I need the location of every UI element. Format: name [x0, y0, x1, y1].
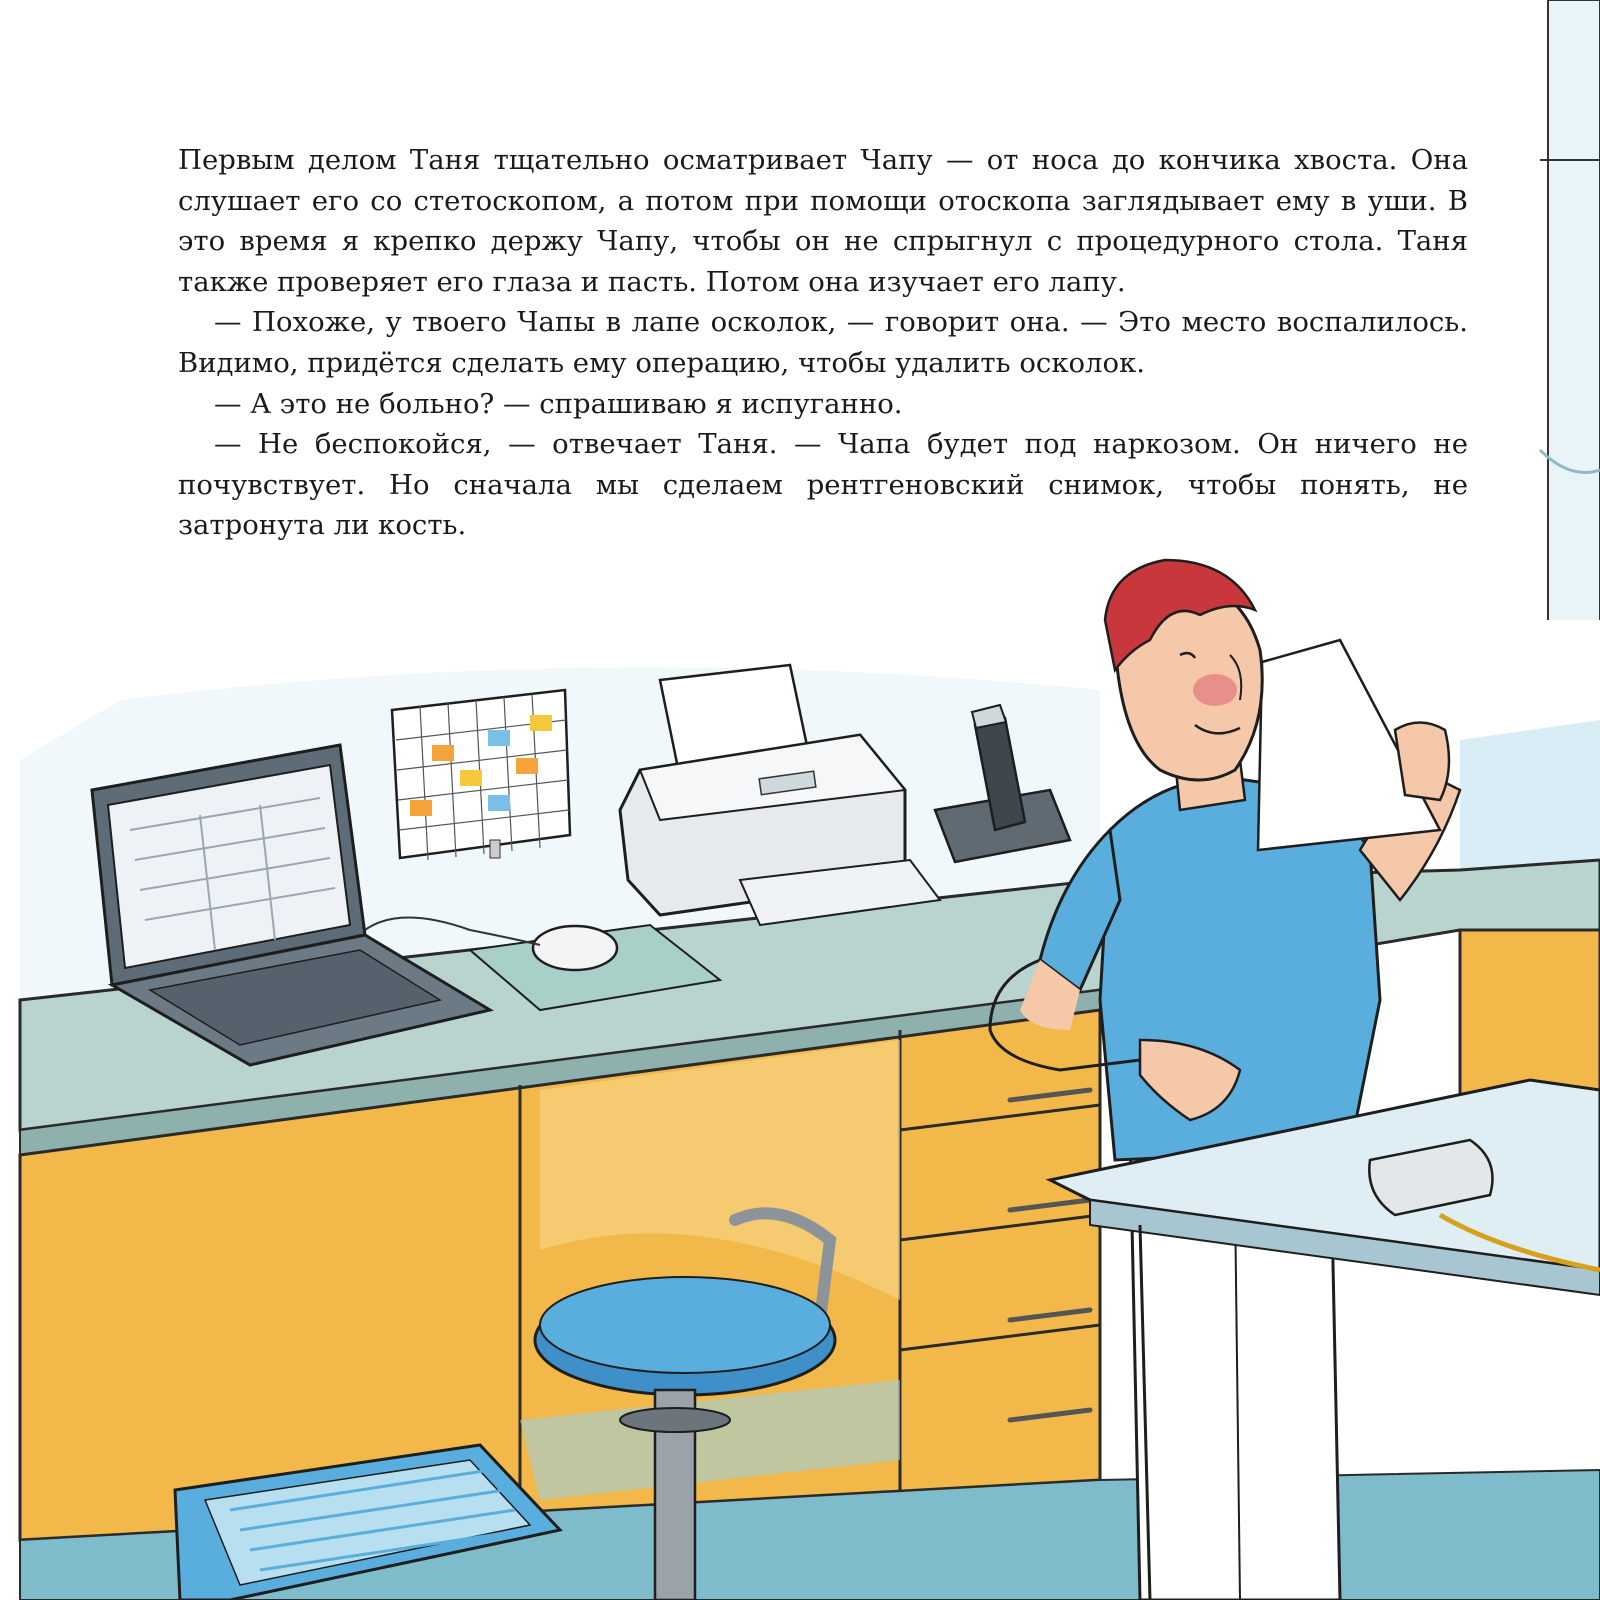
paragraph-3: — А это не больно? — спрашиваю я испуганно.	[214, 387, 903, 420]
paragraph-4: — Не беспокойся, — отвечает Таня. — Чапа будет под наркозом. Он ничего не почувствует. Но сначала мы сделаем рентгеновский снимок, чтобы понять, не затронута ли кость.	[178, 428, 1468, 542]
paragraph-2: — Похоже, у твоего Чапы в лапе осколок, — говорит она. — Это место воспалилось. Видимо, придётся сделать ему операцию, чтобы удалить осколок.	[178, 306, 1468, 379]
paragraph-1: Первым делом Таня тщательно осматривает Чапу — от носа до кончика хвоста. Она слушает его со стетоскопом, а потом при помощи отоскопа заглядывает ему в уши. В это время я крепко держу Чапу, чтобы он не спрыгнул с процедурного стола. Таня также проверяет его глаза и пасть. Потом она изучает его лапу.	[178, 144, 1468, 298]
wall-calendar	[392, 690, 570, 860]
